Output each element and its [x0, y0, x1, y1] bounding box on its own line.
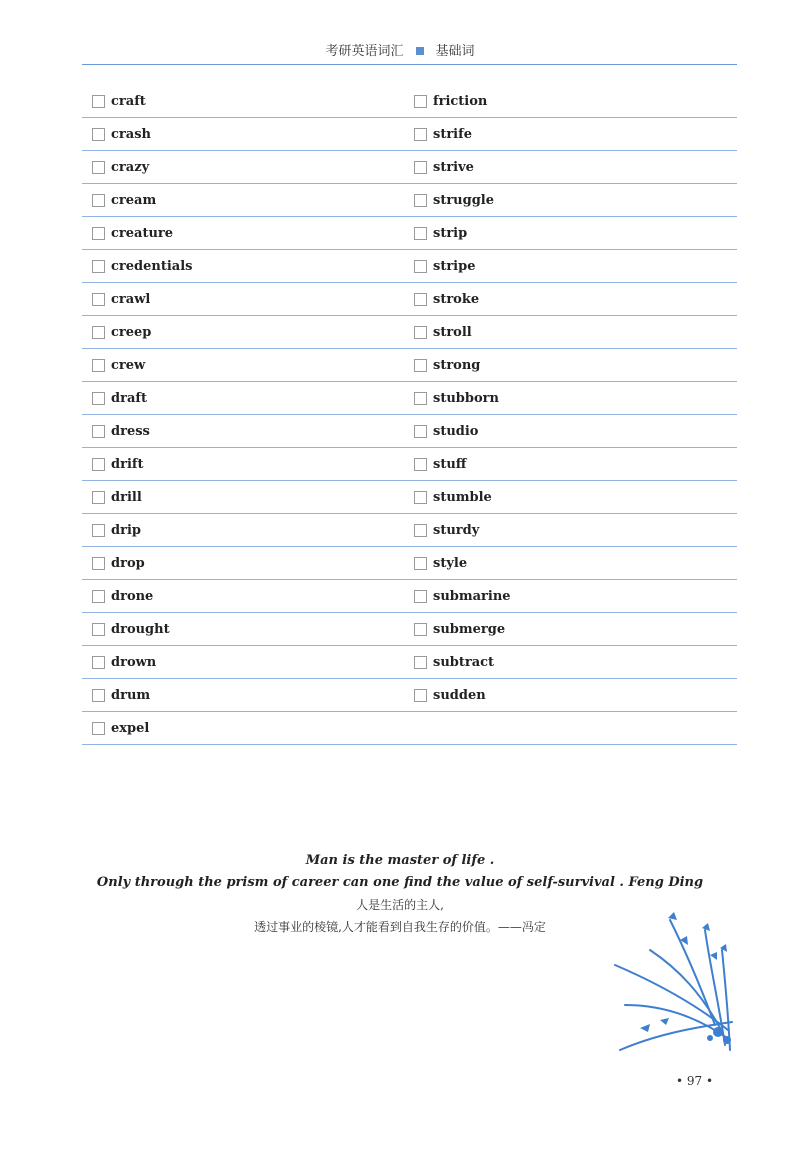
word-cell-right [409, 382, 736, 415]
word-row [82, 217, 737, 250]
checkbox-icon[interactable] [414, 491, 427, 504]
word-cell-right [409, 151, 736, 184]
checkbox-icon[interactable] [92, 458, 105, 471]
word-cell-right [409, 118, 736, 151]
word-row [82, 316, 737, 349]
word-row [82, 712, 737, 745]
word-cell-left [82, 151, 409, 184]
word-cell-right [409, 85, 736, 118]
header-book-title: 考研英语词汇 [325, 44, 404, 59]
vocabulary-word: drum [111, 688, 151, 703]
vocabulary-word: struggle [433, 193, 495, 208]
word-cell-right [409, 646, 736, 679]
word-cell-right [409, 547, 736, 580]
word-cell-left [82, 712, 409, 745]
checkbox-icon[interactable] [414, 128, 427, 141]
word-cell-right [409, 448, 736, 481]
vocabulary-word: cream [111, 193, 157, 208]
vocabulary-word: style [433, 556, 468, 571]
vocabulary-word: drip [111, 523, 141, 538]
checkbox-icon[interactable] [414, 359, 427, 372]
word-cell-right [409, 481, 736, 514]
vocabulary-word: draft [111, 391, 147, 406]
word-row [82, 85, 737, 118]
checkbox-icon[interactable] [92, 161, 105, 174]
word-cell-right [409, 349, 736, 382]
vocabulary-word: submerge [433, 622, 506, 637]
word-list [82, 85, 737, 745]
word-row [82, 382, 737, 415]
word-row [82, 151, 737, 184]
vocabulary-word: friction [433, 94, 488, 109]
vocabulary-word: strife [433, 127, 472, 142]
word-row [82, 547, 737, 580]
checkbox-icon[interactable] [92, 326, 105, 339]
vocabulary-word: craft [111, 94, 146, 109]
vocabulary-word: crash [111, 127, 151, 142]
checkbox-icon[interactable] [414, 293, 427, 306]
vocabulary-word: stroll [433, 325, 472, 340]
checkbox-icon[interactable] [92, 425, 105, 438]
vocabulary-word: drift [111, 457, 144, 472]
checkbox-icon[interactable] [414, 260, 427, 273]
vocabulary-word: stuff [433, 457, 467, 472]
word-row [82, 679, 737, 712]
vocabulary-word: strive [433, 160, 474, 175]
vocabulary-word: stripe [433, 259, 476, 274]
word-cell-left [82, 349, 409, 382]
vocabulary-word: sturdy [433, 523, 480, 538]
word-cell-right [409, 613, 736, 646]
checkbox-icon[interactable] [414, 194, 427, 207]
word-cell-right [409, 514, 736, 547]
checkbox-icon[interactable] [414, 326, 427, 339]
vocabulary-word: crawl [111, 292, 151, 307]
vocabulary-word: strong [433, 358, 481, 373]
quote-chinese-line-1: 人是生活的主人, [356, 898, 444, 912]
vocabulary-word: stroke [433, 292, 480, 307]
word-row [82, 184, 737, 217]
word-cell-left [82, 184, 409, 217]
vocabulary-word: submarine [433, 589, 511, 604]
word-cell-right [409, 712, 736, 745]
vocabulary-word: subtract [433, 655, 495, 670]
checkbox-icon[interactable] [414, 227, 427, 240]
vocabulary-word: dress [111, 424, 150, 439]
word-cell-left [82, 283, 409, 316]
word-cell-right [409, 679, 736, 712]
checkbox-icon[interactable] [92, 590, 105, 603]
checkbox-icon[interactable] [92, 524, 105, 537]
word-cell-left [82, 217, 409, 250]
checkbox-icon[interactable] [414, 557, 427, 570]
checkbox-icon[interactable] [92, 392, 105, 405]
checkbox-icon[interactable] [92, 293, 105, 306]
checkbox-icon[interactable] [414, 392, 427, 405]
word-row [82, 448, 737, 481]
checkbox-icon[interactable] [414, 524, 427, 537]
checkbox-icon[interactable] [92, 359, 105, 372]
vocabulary-word: creep [111, 325, 152, 340]
checkbox-icon[interactable] [92, 623, 105, 636]
quote-english-line-1: Man is the master of life . [305, 853, 495, 868]
checkbox-icon[interactable] [414, 425, 427, 438]
vocabulary-word: drown [111, 655, 157, 670]
checkbox-icon[interactable] [414, 656, 427, 669]
word-cell-left [82, 613, 409, 646]
word-cell-left [82, 481, 409, 514]
word-cell-left [82, 547, 409, 580]
vocabulary-word: expel [111, 721, 150, 736]
vocabulary-word: drone [111, 589, 154, 604]
word-cell-left [82, 448, 409, 481]
square-bullet-icon [416, 47, 424, 55]
vocabulary-word: crazy [111, 160, 150, 175]
word-cell-left [82, 646, 409, 679]
word-cell-left [82, 316, 409, 349]
word-row [82, 481, 737, 514]
word-row [82, 283, 737, 316]
word-cell-left [82, 250, 409, 283]
word-cell-left [82, 679, 409, 712]
word-row [82, 613, 737, 646]
word-cell-left [82, 85, 409, 118]
word-row [82, 349, 737, 382]
checkbox-icon[interactable] [92, 128, 105, 141]
word-row [82, 118, 737, 151]
checkbox-icon[interactable] [92, 227, 105, 240]
word-cell-left [82, 580, 409, 613]
word-row [82, 250, 737, 283]
vocabulary-word: creature [111, 226, 174, 241]
checkbox-icon[interactable] [414, 590, 427, 603]
checkbox-icon[interactable] [92, 557, 105, 570]
checkbox-icon[interactable] [92, 656, 105, 669]
checkbox-icon[interactable] [414, 689, 427, 702]
vocabulary-word: stubborn [433, 391, 499, 406]
vocabulary-word: drop [111, 556, 145, 571]
checkbox-icon[interactable] [92, 194, 105, 207]
checkbox-icon[interactable] [92, 689, 105, 702]
vocabulary-word: studio [433, 424, 479, 439]
page-number: • 97 • [676, 1074, 714, 1088]
word-row [82, 415, 737, 448]
word-cell-right [409, 580, 736, 613]
page-header [0, 40, 800, 64]
checkbox-icon[interactable] [92, 95, 105, 108]
vocabulary-word: drill [111, 490, 142, 505]
quote-english-line-2: Only through the prism of career can one find the value of self-survival . Feng Ding [96, 875, 704, 890]
checkbox-icon[interactable] [92, 491, 105, 504]
vocabulary-word: drought [111, 622, 170, 637]
checkbox-icon[interactable] [414, 161, 427, 174]
word-cell-left [82, 415, 409, 448]
word-cell-left [82, 514, 409, 547]
checkbox-icon[interactable] [414, 95, 427, 108]
header-section-title: 基础词 [435, 44, 475, 59]
vocabulary-word: stumble [433, 490, 492, 505]
vocabulary-word: sudden [433, 688, 486, 703]
word-cell-right [409, 415, 736, 448]
vocabulary-word: strip [433, 226, 468, 241]
word-cell-right [409, 217, 736, 250]
checkbox-icon[interactable] [414, 623, 427, 636]
word-cell-right [409, 184, 736, 217]
word-row [82, 580, 737, 613]
checkbox-icon[interactable] [92, 260, 105, 273]
checkbox-icon[interactable] [92, 722, 105, 735]
quote-chinese-line-2: 透过事业的棱镜,人才能看到自我生存的价值。——冯定 [254, 920, 546, 934]
header-divider [82, 64, 737, 65]
word-cell-left [82, 118, 409, 151]
vocabulary-word: crew [111, 358, 146, 373]
word-cell-right [409, 316, 736, 349]
word-cell-right [409, 283, 736, 316]
word-row [82, 514, 737, 547]
word-row [82, 646, 737, 679]
word-cell-right [409, 250, 736, 283]
checkbox-icon[interactable] [414, 458, 427, 471]
word-cell-left [82, 382, 409, 415]
orchid-illustration [610, 910, 740, 1060]
vocabulary-word: credentials [111, 259, 193, 274]
